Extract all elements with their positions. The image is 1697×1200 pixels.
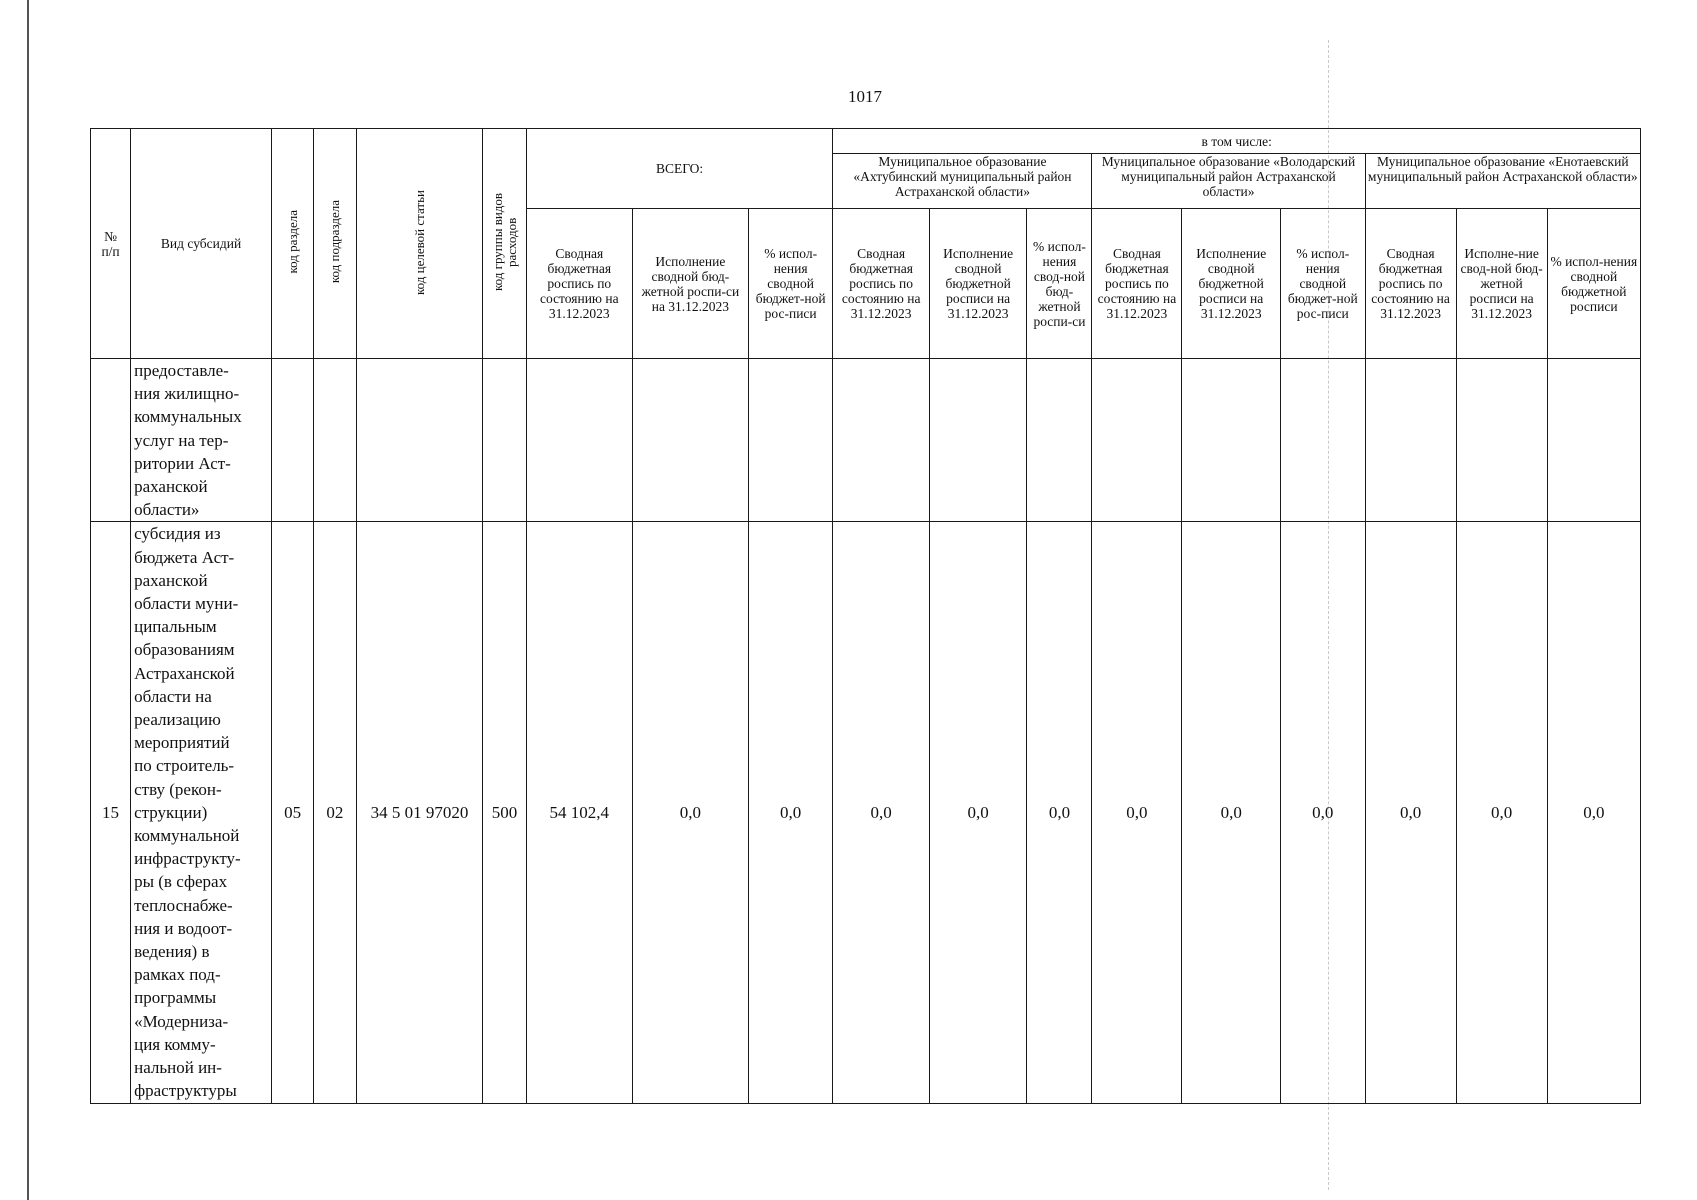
- header-municipality-1: Муниципальное образование «Ахтубинский муниципальный район Астраханской области»: [833, 154, 1092, 209]
- row-type: субсидия из бюджета Аст- раханской области муни- ципальным образованиям Астраханской области на реализацию мероприятий по строитель- ству (рекон- струкции) коммунальной инфраструкту- ры (в сферах теплоснабже- ния и водоот- ведения) в рамках под- программы «Модерниза- ция комму- нальной ин- фраструктуры: [131, 522, 272, 1103]
- table-row: [91, 359, 1641, 522]
- scan-edge: [27, 0, 29, 1200]
- row-target: 34 5 01 97020: [356, 522, 483, 1103]
- row-num: 15: [91, 522, 131, 1103]
- header-total: ВСЕГО:: [526, 129, 833, 209]
- header-row-1: [91, 129, 1641, 154]
- row-target: [356, 359, 483, 522]
- row-group: [483, 359, 526, 522]
- row-type: предоставле- ния жилищно- коммунальных услуг на тер- ритории Аст- раханской области»: [131, 359, 272, 522]
- row-total-pct: [748, 359, 833, 522]
- row-m1-exec: [929, 359, 1027, 522]
- row-m3-pct: [1547, 359, 1640, 522]
- header-target: код целевой статьи: [356, 129, 483, 359]
- row-m2-exec: [1182, 359, 1281, 522]
- row-section: 05: [272, 522, 314, 1103]
- budget-table: [90, 128, 1641, 1104]
- sub-m2-pct: % испол-нения сводной бюджет-ной рос-писи: [1281, 209, 1366, 359]
- row-m2-exec: 0,0: [1182, 522, 1281, 1103]
- page-number: 1017: [848, 87, 882, 106]
- row-total-plan: [526, 359, 632, 522]
- sub-total-pct: % испол-нения сводной бюджет-ной рос-писи: [748, 209, 833, 359]
- header-type: Вид субсидий: [131, 129, 272, 359]
- row-m2-plan: [1092, 359, 1182, 522]
- row-m3-pct: 0,0: [1547, 522, 1640, 1103]
- header-municipality-2: Муниципальное образование «Володарский муниципальный район Астраханской области»: [1092, 154, 1365, 209]
- row-m1-pct: 0,0: [1027, 522, 1092, 1103]
- row-m2-plan: 0,0: [1092, 522, 1182, 1103]
- row-m1-pct: [1027, 359, 1092, 522]
- sub-total-exec: Исполнение сводной бюд-жетной роспи-си на 31.12.2023: [632, 209, 748, 359]
- row-m1-exec: 0,0: [929, 522, 1027, 1103]
- sub-m3-exec: Исполне-ние свод-ной бюд-жетной росписи на 31.12.2023: [1456, 209, 1547, 359]
- row-m1-plan: [833, 359, 929, 522]
- row-group: 500: [483, 522, 526, 1103]
- row-m2-pct: [1281, 359, 1366, 522]
- row-m3-plan: 0,0: [1365, 522, 1456, 1103]
- sub-total-plan: Сводная бюджетная роспись по состоянию на 31.12.2023: [526, 209, 632, 359]
- row-subsection: [314, 359, 356, 522]
- header-section: код раздела: [272, 129, 314, 359]
- row-m3-exec: 0,0: [1456, 522, 1547, 1103]
- sub-m1-pct: % испол-нения свод-ной бюд-жетной роспи-си: [1027, 209, 1092, 359]
- sub-m2-exec: Исполнение сводной бюджетной росписи на 31.12.2023: [1182, 209, 1281, 359]
- row-subsection: 02: [314, 522, 356, 1103]
- row-total-plan: 54 102,4: [526, 522, 632, 1103]
- row-section: [272, 359, 314, 522]
- row-total-exec: 0,0: [632, 522, 748, 1103]
- row-m3-plan: [1365, 359, 1456, 522]
- header-expense-group: код группы видов расходов: [483, 129, 526, 359]
- row-total-pct: 0,0: [748, 522, 833, 1103]
- header-including: в том числе:: [833, 129, 1641, 154]
- sub-m2-plan: Сводная бюджетная роспись по состоянию на 31.12.2023: [1092, 209, 1182, 359]
- sub-m1-exec: Исполнение сводной бюджетной росписи на 31.12.2023: [929, 209, 1027, 359]
- row-m1-plan: 0,0: [833, 522, 929, 1103]
- table-row: [91, 522, 1641, 1103]
- sub-m3-plan: Сводная бюджетная роспись по состоянию на 31.12.2023: [1365, 209, 1456, 359]
- header-num: № п/п: [91, 129, 131, 359]
- row-num: [91, 359, 131, 522]
- sub-m3-pct: % испол-нения сводной бюджетной росписи: [1547, 209, 1640, 359]
- row-total-exec: [632, 359, 748, 522]
- sub-m1-plan: Сводная бюджетная роспись по состоянию на 31.12.2023: [833, 209, 929, 359]
- header-municipality-3: Муниципальное образование «Енотаевский муниципальный район Астраханской области»: [1365, 154, 1640, 209]
- row-m3-exec: [1456, 359, 1547, 522]
- header-subsection: код подраздела: [314, 129, 356, 359]
- row-m2-pct: 0,0: [1281, 522, 1366, 1103]
